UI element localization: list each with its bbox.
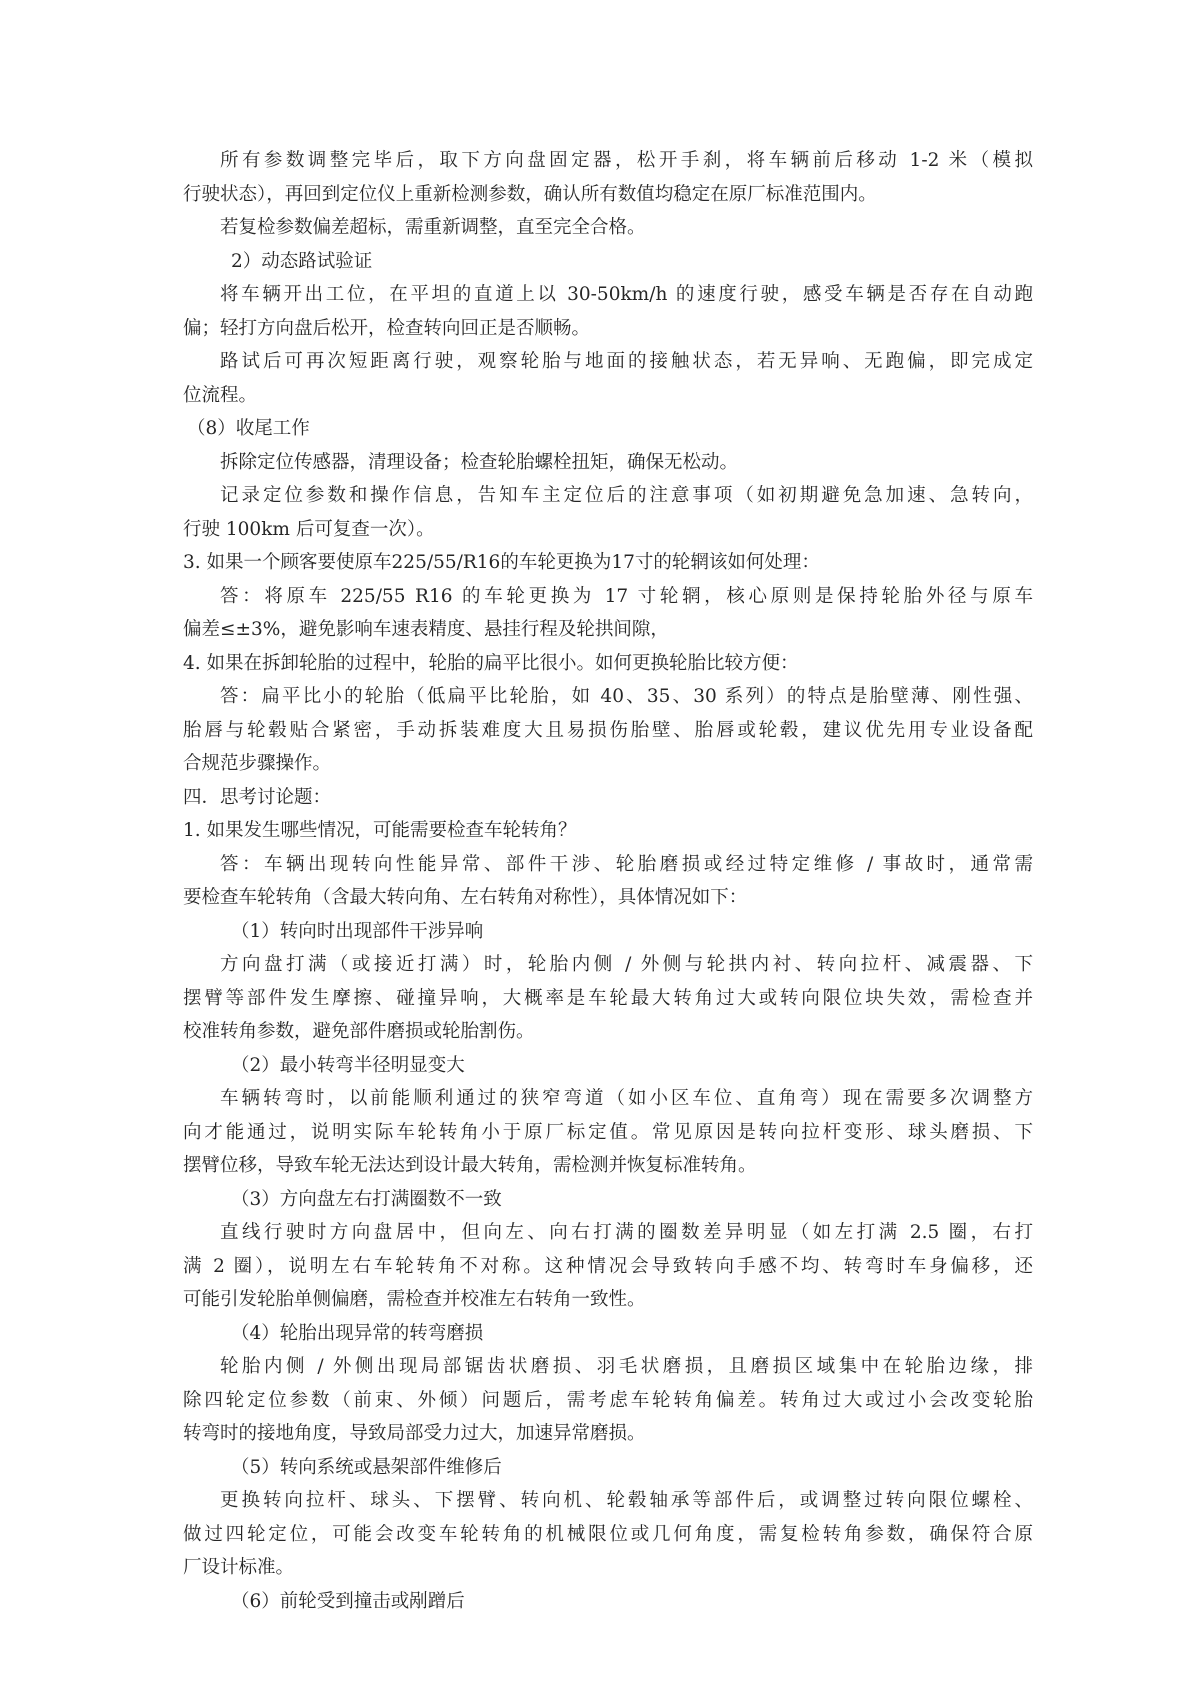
text-line: （2）最小转弯半径明显变大 xyxy=(231,1054,465,1076)
text-line: 答：扁平比小的轮胎（低扁平比轮胎，如 40、35、30 系列）的特点是胎壁薄、刚性强、 xyxy=(220,686,1033,707)
text-line: 路试后可再次短距离行驶，观察轮胎与地面的接触状态，若无异响、无跑偏，即完成定 xyxy=(220,351,1033,372)
document-body xyxy=(183,144,1033,1618)
text-line: （6）前轮受到撞击或剐蹭后 xyxy=(231,1590,465,1612)
text-line: 位流程。 xyxy=(183,384,258,406)
text-line: 四．思考讨论题： xyxy=(183,786,332,808)
text-line: 答：将原车 225/55 R16 的车轮更换为 17 寸轮辋，核心原则是保持轮胎外径与原车 xyxy=(220,585,1033,607)
text-line: （4）轮胎出现异常的转弯磨损 xyxy=(231,1322,484,1344)
text-line: 1. 如果发生哪些情况，可能需要检查车轮转角？ xyxy=(183,820,577,841)
text-line: 若复检参数偏差超标，需重新调整，直至完全合格。 xyxy=(220,217,646,238)
text-line: 行驶 100km 后可复查一次）。 xyxy=(183,518,435,540)
text-line: 2）动态路试验证 xyxy=(231,250,373,272)
text-line: 将车辆开出工位，在平坦的直道上以 30-50km/h 的速度行驶，感受车辆是否存在自动跑 xyxy=(220,284,1033,305)
text-line: 厂设计标准。 xyxy=(183,1557,295,1578)
text-line: 摆臂等部件发生摩擦、碰撞异响，大概率是车轮最大转角过大或转向限位块失效，需检查并 xyxy=(183,987,1033,1009)
text-line: 答：车辆出现转向性能异常、部件干涉、轮胎磨损或经过特定维修 / 事故时，通常需 xyxy=(220,853,1033,875)
text-line: 4. 如果在拆卸轮胎的过程中，轮胎的扁平比很小。如何更换轮胎比较方便： xyxy=(183,652,799,674)
text-line: （8）收尾工作 xyxy=(187,418,310,439)
text-line: 除四轮定位参数（前束、外倾）问题后，需考虑车轮转角偏差。转角过大或过小会改变轮胎 xyxy=(183,1389,1033,1411)
text-line: （1）转向时出现部件干涉异响 xyxy=(231,920,484,942)
text-line: 3. 如果一个顾客要使原车225/55/R16的车轮更换为17寸的轮辋该如何处理： xyxy=(183,552,820,573)
text-line: 满 2 圈），说明左右车轮转角不对称。这种情况会导致转向手感不均、转弯时车身偏移，还 xyxy=(183,1255,1033,1277)
text-line: 所有参数调整完毕后，取下方向盘固定器，松开手刹，将车辆前后移动 1-2 米（模拟 xyxy=(220,150,1033,171)
text-line: 转弯时的接地角度，导致局部受力过大，加速异常磨损。 xyxy=(183,1423,646,1444)
text-line: 方向盘打满（或接近打满）时，轮胎内侧 / 外侧与轮拱内衬、转向拉杆、减震器、下 xyxy=(220,954,1033,975)
text-line: 校准转角参数，避免部件磨损或轮胎割伤。 xyxy=(183,1021,535,1042)
text-line: 轮胎内侧 / 外侧出现局部锯齿状磨损、羽毛状磨损，且磨损区域集中在轮胎边缘，排 xyxy=(220,1356,1033,1377)
text-line: 记录定位参数和操作信息，告知车主定位后的注意事项（如初期避免急加速、急转向， xyxy=(220,485,1033,506)
text-line: （3）方向盘左右打满圈数不一致 xyxy=(231,1188,502,1210)
text-line: 偏差≤±3%，避免影响车速表精度、悬挂行程及轮拱间隙， xyxy=(183,619,669,640)
text-line: 车辆转弯时，以前能顺利通过的狭窄弯道（如小区车位、直角弯）现在需要多次调整方 xyxy=(220,1088,1033,1109)
text-line: （5）转向系统或悬架部件维修后 xyxy=(231,1456,502,1478)
text-line: 拆除定位传感器，清理设备；检查轮胎螺栓扭矩，确保无松动。 xyxy=(220,451,739,473)
text-line: 合规范步骤操作。 xyxy=(183,753,332,774)
text-line: 向才能通过，说明实际车轮转角小于原厂标定值。常见原因是转向拉杆变形、球头磨损、下 xyxy=(183,1121,1033,1143)
text-line: 行驶状态），再回到定位仪上重新检测参数，确认所有数值均稳定在原厂标准范围内。 xyxy=(183,183,877,205)
text-line: 更换转向拉杆、球头、下摆臂、转向机、轮毂轴承等部件后，或调整过转向限位螺栓、 xyxy=(220,1490,1033,1511)
text-line: 可能引发轮胎单侧偏磨，需检查并校准左右转角一致性。 xyxy=(183,1289,646,1310)
text-line: 摆臂位移，导致车轮无法达到设计最大转角，需检测并恢复标准转角。 xyxy=(183,1155,757,1176)
text-line: 偏；轻打方向盘后松开，检查转向回正是否顺畅。 xyxy=(183,317,591,339)
text-line: 要检查车轮转角（含最大转向角、左右转角对称性），具体情况如下： xyxy=(183,887,748,908)
text-line: 直线行驶时方向盘居中，但向左、向右打满的圈数差异明显（如左打满 2.5 圈，右打 xyxy=(220,1222,1033,1243)
text-line: 做过四轮定位，可能会改变车轮转角的机械限位或几何角度，需复检转角参数，确保符合原 xyxy=(183,1523,1033,1545)
text-line: 胎唇与轮毂贴合紧密，手动拆装难度大且易损伤胎壁、胎唇或轮毂，建议优先用专业设备配 xyxy=(183,719,1033,741)
